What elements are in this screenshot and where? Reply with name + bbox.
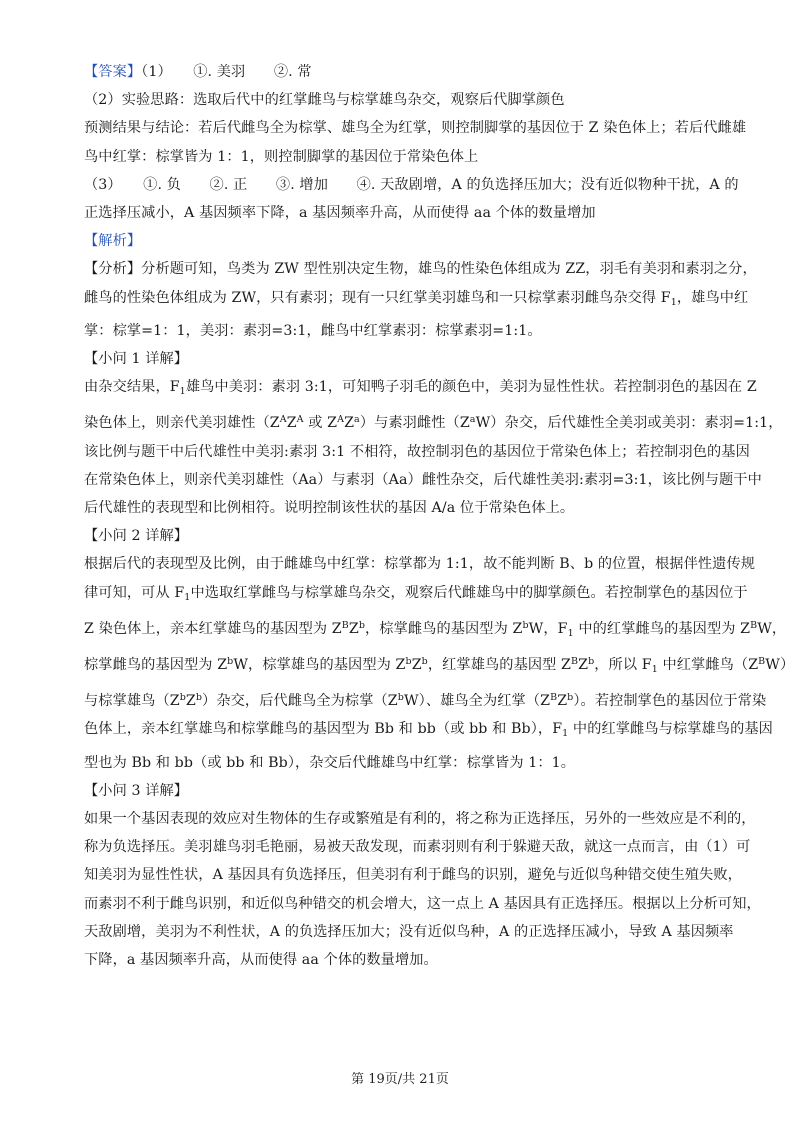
q3-line-3: 知美羽为显性性状，A 基因具有负选择压，但美羽有利于雌鸟的识别，避免与近似鸟种错交使生殖失败， xyxy=(84,867,742,884)
q1-line-2: 染色体上，则亲代美羽雄性（$Z^AZ^A$ 或 $Z^AZ^a$）与素羽雌性$(Z^aW)$杂交，后代雄性全美羽或美羽：素羽=1:1， xyxy=(84,414,783,432)
q2-line-1: 根据后代的表现型及比例，由于雌雄鸟中红掌：棕掌都为 1:1，故不能判断 B、b 的位置，根据伴性遗传规 xyxy=(84,556,756,573)
q2-line-4: 棕掌雌鸟的基因型为 $Z^bW$，棕掌雄鸟的基因型为 $Z^bZ^b$，红掌雄鸟的基因型 $Z^BZ^b$，所以 $F_1$ 中红掌雌鸟$(Z^BW)$ xyxy=(84,656,795,676)
answer-line-2: （2）实验思路：选取后代中的红掌雌鸟与棕掌雄鸟杂交，观察后代脚掌颜色 xyxy=(84,92,565,109)
q2-line-2: 律可知，可从 $F_1$中选取红掌雌鸟与棕掌雄鸟杂交，观察后代雌雄鸟中的脚掌颜色。若控制掌色的基因位于 xyxy=(84,584,748,603)
answer-line-4: 鸟中红掌：棕掌皆为 1：1，则控制脚掌的基因位于常染色体上 xyxy=(84,148,479,165)
q1-tag: 【小问 1 详解】 xyxy=(84,351,189,368)
answer-tag: 【答案】 xyxy=(84,64,142,80)
q3-line-1: 如果一个基因表现的效应对生物体的生存或繁殖是有利的，将之称为正选择压，另外的一些效应是不利的， xyxy=(84,811,756,828)
q2-tag: 【小问 2 详解】 xyxy=(84,528,189,545)
q3-tag: 【小问 3 详解】 xyxy=(84,782,189,799)
analysis-line-3: 掌：棕掌=1：1，美羽：素羽=3:1，雌鸟中红掌素羽：棕掌素羽=1:1。 xyxy=(84,322,542,339)
q3-line-2: 称为负选择压。美羽雄鸟羽毛艳丽，易被天敌发现，而素羽则有利于躲避天敌，就这一点而言，由（1）可 xyxy=(84,839,751,856)
q1-line-1: 由杂交结果，$F_1$雄鸟中美羽：素羽 3:1，可知鸭子羽毛的颜色中，美羽为显性性状。若控制羽色的基因在 Z xyxy=(84,379,757,398)
q3-line-4: 而素羽不利于雌鸟识别，和近似鸟种错交的机会增大，这一点上 A 基因具有正选择压。根据以上分析可知， xyxy=(84,895,761,912)
q1-line-5: 后代雄性的表现型和比例相符。说明控制该性状的基因 A/a 位于常染色体上。 xyxy=(84,500,575,517)
answer-line-3: 预测结果与结论：若后代雌鸟全为棕掌、雄鸟全为红掌，则控制脚掌的基因位于 Z 染色体上；若后代雌雄 xyxy=(84,120,747,137)
q1-line-4: 在常染色体上，则亲代美羽雄性（Aa）与素羽（Aa）雌性杂交，后代雄性美羽:素羽=3:1，该比例与题干中 xyxy=(84,471,762,488)
q2-line-3: Z 染色体上，亲本红掌雄鸟的基因型为 $Z^BZ^b$，棕掌雌鸟的基因型为 $Z^bW$，$F_1$ 中的红掌雌鸟的基因型为 $Z^BW$， xyxy=(84,619,787,639)
q2-line-6: 色体上，亲本红掌雄鸟和棕掌雌鸟的基因型为 Bb 和 bb（或 bb 和 Bb），$F_1$ 中的红掌雌鸟与棕掌雄鸟的基因 xyxy=(84,721,773,740)
q1-line-3: 该比例与题干中后代雄性中美羽:素羽 3:1 不相符，故控制羽色的基因位于常染色体上；若控制羽色的基因 xyxy=(84,443,750,460)
q2-line-5: 与棕掌雄鸟$(Z^bZ^b)$杂交，后代雌鸟全为棕掌$(Z^bW)$、雄鸟全为红掌$(Z^BZ^b)$。若控制掌色的基因位于常染 xyxy=(84,692,767,710)
answer-line-6: 正选择压减小，A 基因频率下降，a 基因频率升高，从而使得 aa 个体的数量增加 xyxy=(84,205,596,222)
fenxi-tag: 【分析】 xyxy=(84,261,142,278)
q2-line-7: 型也为 Bb 和 bb（或 bb 和 Bb），杂交后代雌雄鸟中红掌：棕掌皆为 1：1。 xyxy=(84,754,576,771)
answer-line-1: 【答案】（1） ①. 美羽 ②. 常 xyxy=(84,64,312,80)
document-page xyxy=(84,58,795,974)
analysis-line-1: 【分析】分析题可知，鸟类为 ZW 型性别决定生物，雄鸟的性染色体组成为 ZZ，羽毛有美羽和素羽之分， xyxy=(84,261,757,278)
analysis-line-2: 雌鸟的性染色体组成为 ZW，只有素羽；现有一只红掌美羽雄鸟和一只棕掌素羽雌鸟杂交得 $F_1$，雄鸟中红 xyxy=(84,289,749,308)
answer-line-5: （3） ①. 负 ②. 正 ③. 增加 ④. 天敌剧增，A 的负选择压加大；没有近似物种干扰，A 的 xyxy=(84,176,739,193)
q3-line-5: 天敌剧增，美羽为不利性状，A 的负选择压加大；没有近似鸟种，A 的正选择压减小，导致 A 基因频率 xyxy=(84,923,734,940)
analysis-tag: 【解析】 xyxy=(84,233,142,250)
q3-line-6: 下降，a 基因频率升高，从而使得 aa 个体的数量增加。 xyxy=(84,952,438,969)
page-number: 第 19页/共 21页 xyxy=(351,1072,449,1087)
